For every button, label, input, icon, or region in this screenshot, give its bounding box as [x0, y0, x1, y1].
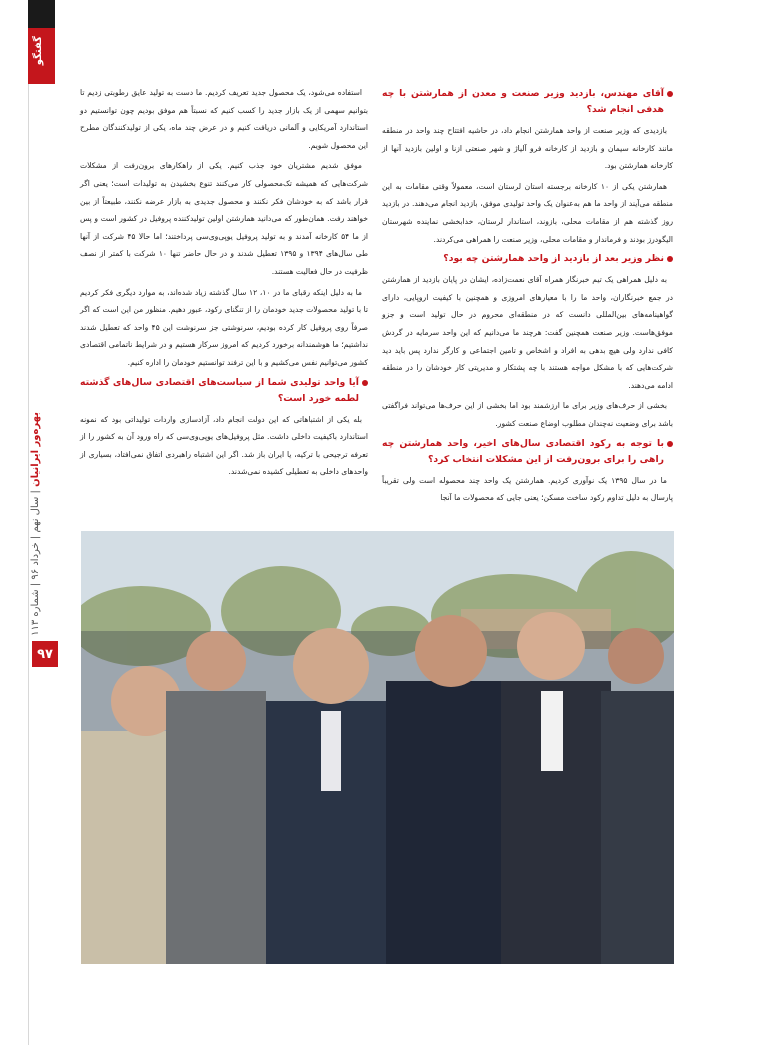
question-heading: با توجه به رکود اقتصادی سال‌های اخیر، واحد همارشتن چه راهی را برای برون‌رفت از این مشکلات انتخاب کرد؟	[382, 436, 673, 468]
margin-divider	[28, 0, 29, 1045]
right-column	[382, 84, 673, 510]
paragraph: بازدیدی که وزیر صنعت از واحد همارشتن انجام داد، در حاشیه افتتاح چند واحد در منطقه مانند کارخانه سیمان و بازدید از کارخانه فرو آلیاژ و شهر صنعتی ازنا و اولین بازدید آنها از کارخانه همارشتن بود.	[382, 126, 673, 171]
bullet-icon	[362, 380, 368, 386]
issue-info	[30, 412, 41, 636]
question-heading: نظر وزیر بعد از بازدید از واحد همارشتن چه بود؟	[382, 251, 673, 267]
paragraph: ما در سال ۱۳۹۵ یک نوآوری کردیم. همارشتن یک واحد چند محصوله است ولی تقریباً پارسال به دلیل تداوم رکود ساخت مسکن؛ یعنی جایی که محصولات ما آنجا	[382, 475, 673, 503]
bullet-icon	[667, 91, 673, 97]
section-label: گفتگو	[33, 36, 44, 66]
issue-text: | سال نهم | خرداد ۹۶ | شماره ۱۱۳	[30, 486, 41, 636]
bullet-icon	[667, 256, 673, 262]
section-tab-top	[28, 0, 55, 28]
article-photo	[81, 531, 674, 964]
page-number: ۹۷	[32, 641, 58, 667]
paragraph: بخشی از حرف‌های وزیر برای ما ارزشمند بود اما بخشی از این حرف‌ها می‌تواند فراگفتی باشد برای وضعیت نه‌چندان مطلوب اوضاع صنعت کشور.	[382, 401, 673, 428]
paragraph: به دلیل همراهی یک تیم خبرنگار همراه آقای نعمت‌زاده، ایشان در پایان بازدید از همارشتن در جمع خبرنگاران، واحد ما را با معیارهای امروزی و همچنین با کیفیت اروپایی، دارای گواهینامه‌های بین‌المللی دانست که در منطقه‌ای محروم در حال تولید است و جزو موفق‌هاست. وزیر صنعت همچنین گفت: هرچند ما می‌دانیم که این واحد سرمایه در گردش کافی ندارد ولی هیچ بدهی به افراد و اشخاص و تامین اجتماعی و کارگر ندارد پس باید دید شرکت‌هایی که با مشکل مواجه هستند با چه پشتکار و مدیریتی کار خودشان را در منطقه ادامه می‌دهند.	[382, 275, 673, 390]
question-heading: آیا واحد تولیدی شما از سیاست‌های اقتصادی سال‌های گذشته لطمه خورد است؟	[80, 375, 368, 407]
bullet-icon	[667, 441, 673, 447]
issue-brand: بهره‌ور ایرانیان	[30, 412, 41, 487]
paragraph: موفق شدیم مشتریان خود جذب کنیم. یکی از راهکارهای برون‌رفت از مشکلات شرکت‌هایی که همیشه تک‌محصولی کار می‌کنند تنوع بخشیدن به تولیدات است؛ یعنی اگر قرار باشد که به خودشان فکر نکنند و محصول جدیدی به بازار عرضه نکنند، طبیعتاً از بین خواهند رفت. همان‌طور که می‌دانید همارشتن اولین تولیدکننده پروفیل در کشور است و پس از ما ۵۴ کارخانه آمدند و به تولید پروفیل یو‌پی‌وی‌سی پرداختند؛ اما حالا ۴۵ شرکت از آنها طی سال‌های ۱۳۹۴ و ۱۳۹۵ تعطیل شدند و در حال حاضر تنها ۱۰ شرکت با کمتر از نصف ظرفیت در حال فعالیت هستند.	[80, 161, 368, 276]
question-heading: آقای مهندس، بازدید وزیر صنعت و معدن از همارشتن با چه هدفی انجام شد؟	[382, 86, 673, 118]
paragraph: همارشتن یکی از ۱۰ کارخانه برجسته استان لرستان است، معمولاً وقتی مقامات به این منطقه می‌آیند از واحد ما هم به‌عنوان یک واحد تولیدی موفق، بازدید انجام می‌دهند. در بازدید روز گذشته هم از مقامات محلی، بازوند، استاندار لرستان، خدابخشی نماینده شهرستان الیگودرز بودند و فرماندار و مقامات محلی، وزیر صنعت را همراهی می‌کردند.	[382, 181, 673, 244]
photo-illustration	[81, 531, 674, 964]
left-column	[80, 84, 368, 484]
paragraph: ما به دلیل اینکه رقبای ما در ۱۰، ۱۲ سال گذشته زیاد شده‌اند، به موارد دیگری فکر کردیم تا با تولید محصولات جدید خودمان را از تنگنای رکود، عبور دهیم. منظور من این است که اگر صرفاً روی پروفیل کار کرده بودیم، سرنوشتی جز سرنوشت این ۴۵ واحد که تعطیل شدند نداشتیم؛ ما هوشمندانه برخورد کردیم که امروز سرکار هستیم و در شرایط ناتمامی اقتصادی کشور می‌توانیم نفس می‌کشیم و با این ترفند توانستیم خودمان را اداره کنیم.	[80, 287, 369, 367]
paragraph: استفاده می‌شود، یک محصول جدید تعریف کردیم. ما دست به تولید عایق رطوبتی زدیم تا بتوانیم سهمی از یک بازار جدید را کسب کنیم که نسبتاً هم موفق بودیم چون توانستیم دو استاندارد آمریکایی و آلمانی دریافت کنیم و در عرض چند ماه، یکی از تولیدکنندگان مطرح این محصول شویم.	[80, 88, 368, 150]
paragraph: بله یکی از اشتباهاتی که این دولت انجام داد، آزادسازی واردات تولیداتی بود که نمونه استاندارد باکیفیت داخلی داشت. مثل پروفیل‌های یو‌پی‌وی‌سی که راه ورود آن به کشور را از تعرفه ترجیحی با ترکیه، یا ایران باز شد. اگر این اشتباه راهبردی اتفاق نمی‌افتاد، بسیاری از واحدهای داخلی به تعطیلی کشیده نمی‌شدند.	[80, 414, 368, 477]
